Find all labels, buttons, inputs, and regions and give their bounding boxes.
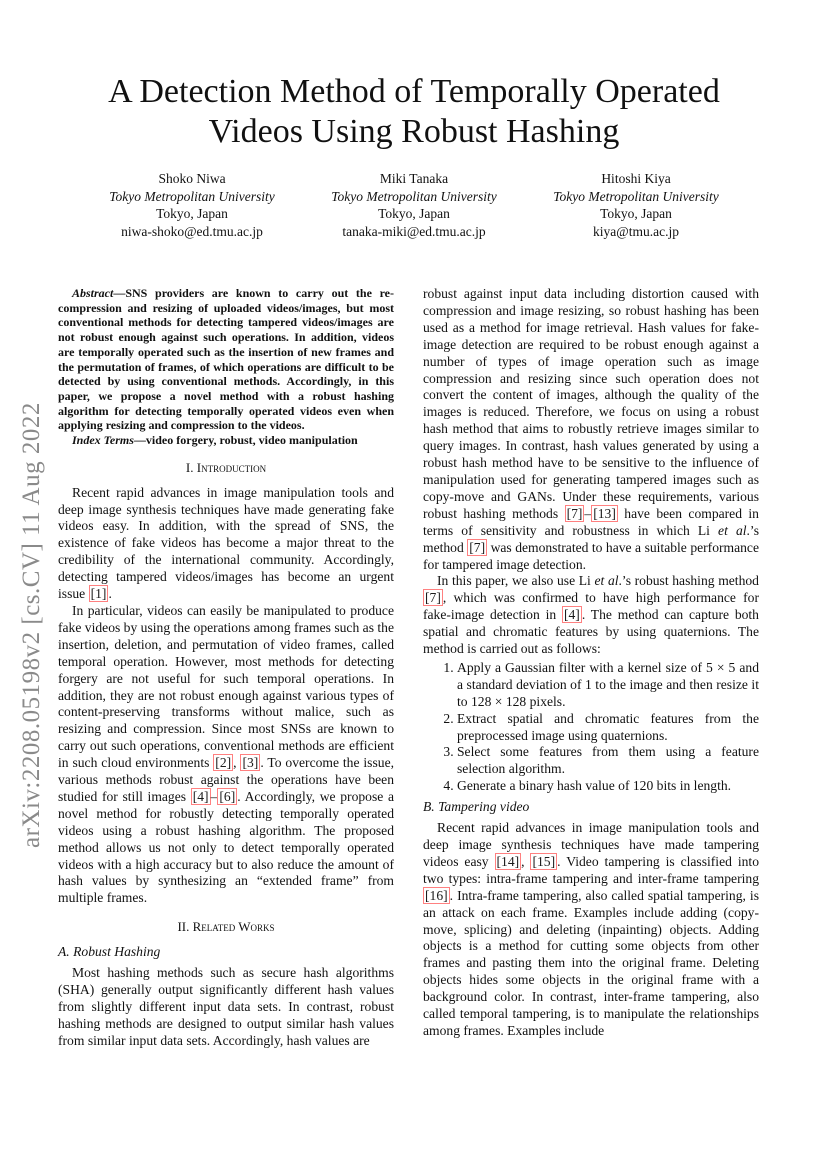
citation-link[interactable]: [2] — [215, 755, 232, 771]
paragraph-text: was demonstrated to have a suitable performance for tampered image detection. — [423, 539, 759, 572]
paragraph-text-right: robust against input data including distortion caused with compression and image resizing, so robust hashing has been used as a method for image retrieval. Hash values for fake-image detection are required to be robust enough against a number of types of image operation such as image compression and resizing since such operation does not convert the content of images, although the quality of the images is reduced. Therefore, we focus on using a robust hash method that aims to robustly retrieve images similar to query images. In contrast, hash values generated by using a robust hash method have to be sensitive to the influence of manipulation used for generating tampered images such as copy-move and GANs. Under these requirements, various robust hashing methods — [423, 286, 759, 521]
paragraph-text: – — [210, 788, 218, 804]
paragraph-text: . — [108, 586, 112, 602]
author-email: tanaka-miki@ed.tmu.ac.jp — [342, 223, 486, 239]
author-name: Miki Tanaka — [379, 171, 449, 186]
subsection-heading-robust-hashing: A. Robust Hashing — [58, 944, 161, 960]
author-location: Tokyo, Japan — [378, 206, 450, 221]
paragraph — [58, 603, 394, 907]
list-item: 2. Extract spatial and chromatic features from the preprocessed image using quaternions. — [457, 711, 759, 745]
list-item: 1. Apply a Gaussian filter with a kernel size of 5 × 5 and a standard deviation of 1 to the image and then resize it to 128 × 128 pixels. — [457, 660, 759, 711]
citation-link[interactable]: [14] — [496, 853, 520, 869]
paragraph-text: .’s method — [423, 522, 759, 555]
paragraph-start — [58, 965, 394, 1050]
paragraph-text: , which was confirmed to have high performance for fake-image detection in — [423, 590, 759, 623]
paragraph — [423, 820, 759, 1040]
paragraph-text: . Intra-frame tampering, also called spatial tampering, is an attack on each frame. Examples include adding (copy-move, splicing) and deleting (inpainting) objects. Adding objects is a method for cutting some objects from other frames and pasting them into the original frame. Deleting objects hides some objects in the original frame with a background color. In contrast, inter-frame tampering, also called temporal tampering, is to manipulate the relationships among frames. Examples include — [423, 887, 759, 1038]
author-block-2 — [299, 170, 529, 240]
paragraph — [58, 485, 394, 603]
method-steps-list — [423, 660, 759, 795]
left-column — [58, 286, 394, 1050]
author-affiliation: Tokyo Metropolitan University — [331, 188, 497, 204]
citation-link[interactable]: [3] — [242, 755, 259, 771]
paragraph-text: et al — [718, 522, 747, 538]
paragraph-text: – — [584, 505, 592, 521]
abstract-label: Abstract — [72, 286, 114, 300]
section-heading-related-works: II. Related Works — [177, 919, 275, 935]
section-heading-introduction: I. Introduction — [185, 459, 267, 475]
paragraph-text: In particular, videos can easily be manipulated to produce fake videos by using the operations among frames such as the insertion, deletion, and permutation of video frames, called temporal operation. However, most methods for detecting forgery are not useful for such temporal operations. In addition, they are not robust enough against various types of content-preserving transforms without malice, such as resizing and compression. Since most SNSs are known to carry out such operations, conventional methods are efficient in such cloud environments — [58, 602, 394, 771]
paragraph-text-left: Most hashing methods such as secure hash algorithms (SHA) generally output significantly different hash values from slightly different input data sets. In contrast, robust hashing methods are designed to output similar hash values from similar input data sets. Accordingly, hash values are — [58, 965, 394, 1048]
author-email: niwa-shoko@ed.tmu.ac.jp — [121, 223, 263, 239]
author-email: kiya@tmu.ac.jp — [593, 223, 679, 239]
arxiv-identifier: arXiv:2208.05198v2 [cs.CV] 11 Aug 2022 — [18, 402, 45, 848]
author-location: Tokyo, Japan — [156, 206, 228, 221]
paragraph-text: et al — [594, 573, 619, 589]
list-item: 4. Generate a binary hash value of 120 bits in length. — [457, 778, 759, 795]
author-location: Tokyo, Japan — [600, 206, 672, 221]
author-name: Shoko Niwa — [158, 171, 226, 186]
citation-link[interactable]: [6] — [219, 788, 236, 804]
paragraph-text: .’s robust hashing method — [618, 573, 759, 589]
citation-link[interactable]: [1] — [90, 586, 107, 602]
paragraph-text: have been compared in terms of sensitivity and robustness in which Li — [423, 505, 759, 538]
subsection-heading-tampering-video: B. Tampering video — [423, 799, 530, 815]
paragraph-text: . The method can capture both spatial and chromatic features by using quaternions. The method is carried out as follows: — [423, 607, 759, 657]
author-affiliation: Tokyo Metropolitan University — [553, 188, 719, 204]
abstract — [58, 286, 394, 433]
abstract-text: —SNS providers are known to carry out the re-compression and resizing of uploaded videos/images, but most conventional methods for detecting tampered videos/images are not robust enough against such operations. In addition, videos are temporally operated such as the insertion of new frames and the permutation of frames, of which operations are difficult to be detected by using conventional methods. Accordingly, in this paper, we propose a novel method with a robust hashing algorithm for detecting temporally operated videos even when applying resizing and compression to the videos. — [58, 286, 394, 433]
paragraph-text: , — [233, 755, 241, 771]
author-name: Hitoshi Kiya — [601, 171, 671, 186]
author-block-1 — [77, 170, 307, 240]
paragraph-continued — [423, 286, 759, 573]
citation-link[interactable]: [7] — [425, 590, 441, 606]
paper-title: A Detection Method of Temporally Operated Videos Using Robust Hashing — [108, 73, 720, 150]
index-terms-label: Index Terms — [72, 433, 134, 448]
paragraph-text: . Video tampering is classified into two types: intra-frame tampering and inter-frame tampering — [423, 853, 759, 886]
index-terms — [58, 433, 394, 448]
paragraph-text: . To overcome the issue, various methods robust against the operations have been studied for still images — [58, 755, 394, 804]
citation-link[interactable]: [15] — [532, 853, 556, 869]
paragraph-text: . Accordingly, we propose a novel method for robustly detecting temporally operated videos using a robust hashing algorithm. The proposed method allows us not only to detect temporally operated videos with a high accuracy but to also reduce the amount of hash values by synthesizing an “extended frame” from multiple frames. — [58, 788, 394, 906]
paragraph-text: In this paper, we also use Li — [437, 573, 595, 589]
citation-link[interactable]: [4] — [192, 788, 209, 804]
paragraph — [423, 573, 759, 658]
citation-link[interactable]: [7] — [469, 539, 486, 555]
index-terms-text: —video forgery, robust, video manipulation — [133, 433, 358, 448]
right-column — [423, 286, 759, 1040]
citation-link[interactable]: [4] — [563, 607, 580, 623]
list-item: 3. Select some features from them using a feature selection algorithm. — [457, 744, 759, 778]
author-block-3 — [521, 170, 751, 240]
author-affiliation: Tokyo Metropolitan University — [109, 188, 275, 204]
citation-link[interactable]: [7] — [566, 505, 583, 521]
citation-link[interactable]: [13] — [593, 505, 616, 521]
paragraph-text: , — [521, 853, 531, 869]
paragraph-text: Recent rapid advances in image manipulation tools and deep image synthesis techniques have made tampering videos easy — [423, 820, 759, 869]
paragraph-text: Recent rapid advances in image manipulation tools and deep image synthesis techniques have made generating fake videos easy. In addition, with the spread of SNS, the existence of fake videos has become a major threat to the credibility of the international community. Accordingly, detecting tampered videos/images has become an urgent issue — [58, 484, 394, 602]
citation-link[interactable]: [16] — [425, 887, 448, 903]
